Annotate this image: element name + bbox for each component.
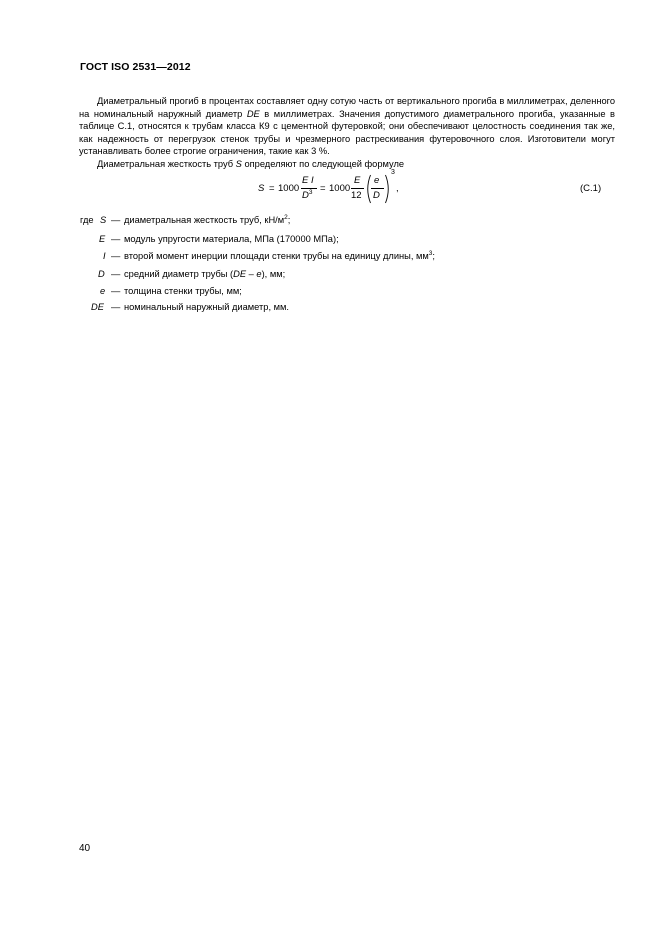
paragraph-deflection-part-a: Диаметральный прогиб в процентах составляет одну сотую часть от вертикального прогиба в миллиметрах, деленного на номинальный наружный диаметр	[79, 96, 615, 119]
formula-equals-2: =	[320, 183, 326, 194]
definition-text-e: модуль упругости материала, МПа (170000 МПа);	[124, 234, 339, 244]
definition-dash: —	[111, 269, 121, 279]
definition-symbol-de: DE	[91, 302, 104, 312]
definition-text-d-main: средний диаметр трубы (	[124, 269, 234, 279]
definition-text-d-var-e: e	[256, 269, 262, 279]
formula-den-1: D	[302, 190, 309, 201]
fraction-bar-2	[351, 188, 364, 189]
definition-prefix: где	[80, 215, 94, 225]
definition-text-i-main: второй момент инерции площади стенки трубы на единицу длины, мм	[124, 251, 429, 261]
definition-text-s-sup: 2	[284, 214, 288, 221]
definition-text-de: номинальный наружный диаметр, мм.	[124, 302, 289, 312]
definition-symbol-s: S	[100, 215, 107, 225]
formula-coef-1: 1000	[278, 183, 300, 194]
definition-text-s-main: диаметральная жесткость труб, кН/м	[124, 215, 285, 225]
formula-coef-2: 1000	[329, 183, 351, 194]
definition-text-wall: толщина стенки трубы, мм;	[124, 286, 242, 296]
paragraph-stiffness-part-a: Диаметральная жесткость труб	[97, 158, 236, 169]
formula-den-2: 12	[351, 190, 362, 201]
paragraph-stiffness-part-b: определяют по следующей формуле	[241, 158, 405, 169]
variable-de: DE	[246, 108, 260, 119]
formula-outer-exp: 3	[391, 169, 395, 176]
definition-text-d-end: ), мм;	[261, 269, 286, 279]
formula-equals-1: =	[269, 183, 275, 194]
definition-text-i-sup: 3	[428, 250, 433, 257]
definition-text-d-minus: –	[246, 269, 257, 279]
definition-symbol-i: I	[103, 251, 106, 261]
variable-s: S	[235, 158, 242, 169]
paragraph-deflection-part-b: в миллиметрах. Значения допустимого диаметрального прогиба, указанные в таблице С.1, относятся к трубам класса К9 с цементной футеровкой; они обеспечивают целостность соединения так же, как надежность от перегрузок стенок трубы и чрезмерного растрескивания футеровочного слоя. Изготовители могут устанавливать более строгие ограничения, такие как 3 %.	[79, 108, 615, 157]
fraction-bar-3	[371, 188, 384, 189]
definition-dash: —	[111, 302, 121, 312]
definition-text-d	[124, 269, 285, 279]
page-number: 40	[79, 843, 91, 854]
right-paren-icon	[384, 174, 392, 204]
paragraph-deflection	[79, 95, 615, 158]
body-text	[79, 95, 615, 171]
formula-number: (С.1)	[580, 183, 602, 194]
formula-den-3: D	[373, 190, 380, 201]
definition-text-d-var-de: DE	[233, 269, 247, 279]
formula-trailing-comma: ,	[396, 183, 399, 194]
left-paren-icon	[364, 174, 372, 204]
formula-num-1: E I	[302, 175, 314, 186]
document-header: ГОСТ ISO 2531—2012	[80, 61, 191, 73]
definition-symbol-e: E	[99, 234, 106, 244]
definition-dash: —	[111, 286, 121, 296]
formula-num-2: E	[354, 175, 361, 186]
definition-symbol-d: D	[98, 269, 105, 279]
definition-dash: —	[111, 234, 121, 244]
definition-text-i	[124, 251, 435, 261]
formula-num-3: e	[374, 175, 380, 186]
definition-symbol-wall: e	[100, 286, 106, 296]
formula-lhs: S	[258, 183, 265, 194]
definition-text-s-tail: ;	[287, 215, 291, 225]
definition-dash: —	[111, 251, 121, 261]
definition-text-s	[124, 215, 290, 225]
paragraph-stiffness	[79, 158, 615, 171]
definition-dash: —	[111, 215, 121, 225]
formula-den-1-exp: 3	[308, 189, 313, 196]
definition-text-i-tail: ;	[432, 251, 435, 261]
